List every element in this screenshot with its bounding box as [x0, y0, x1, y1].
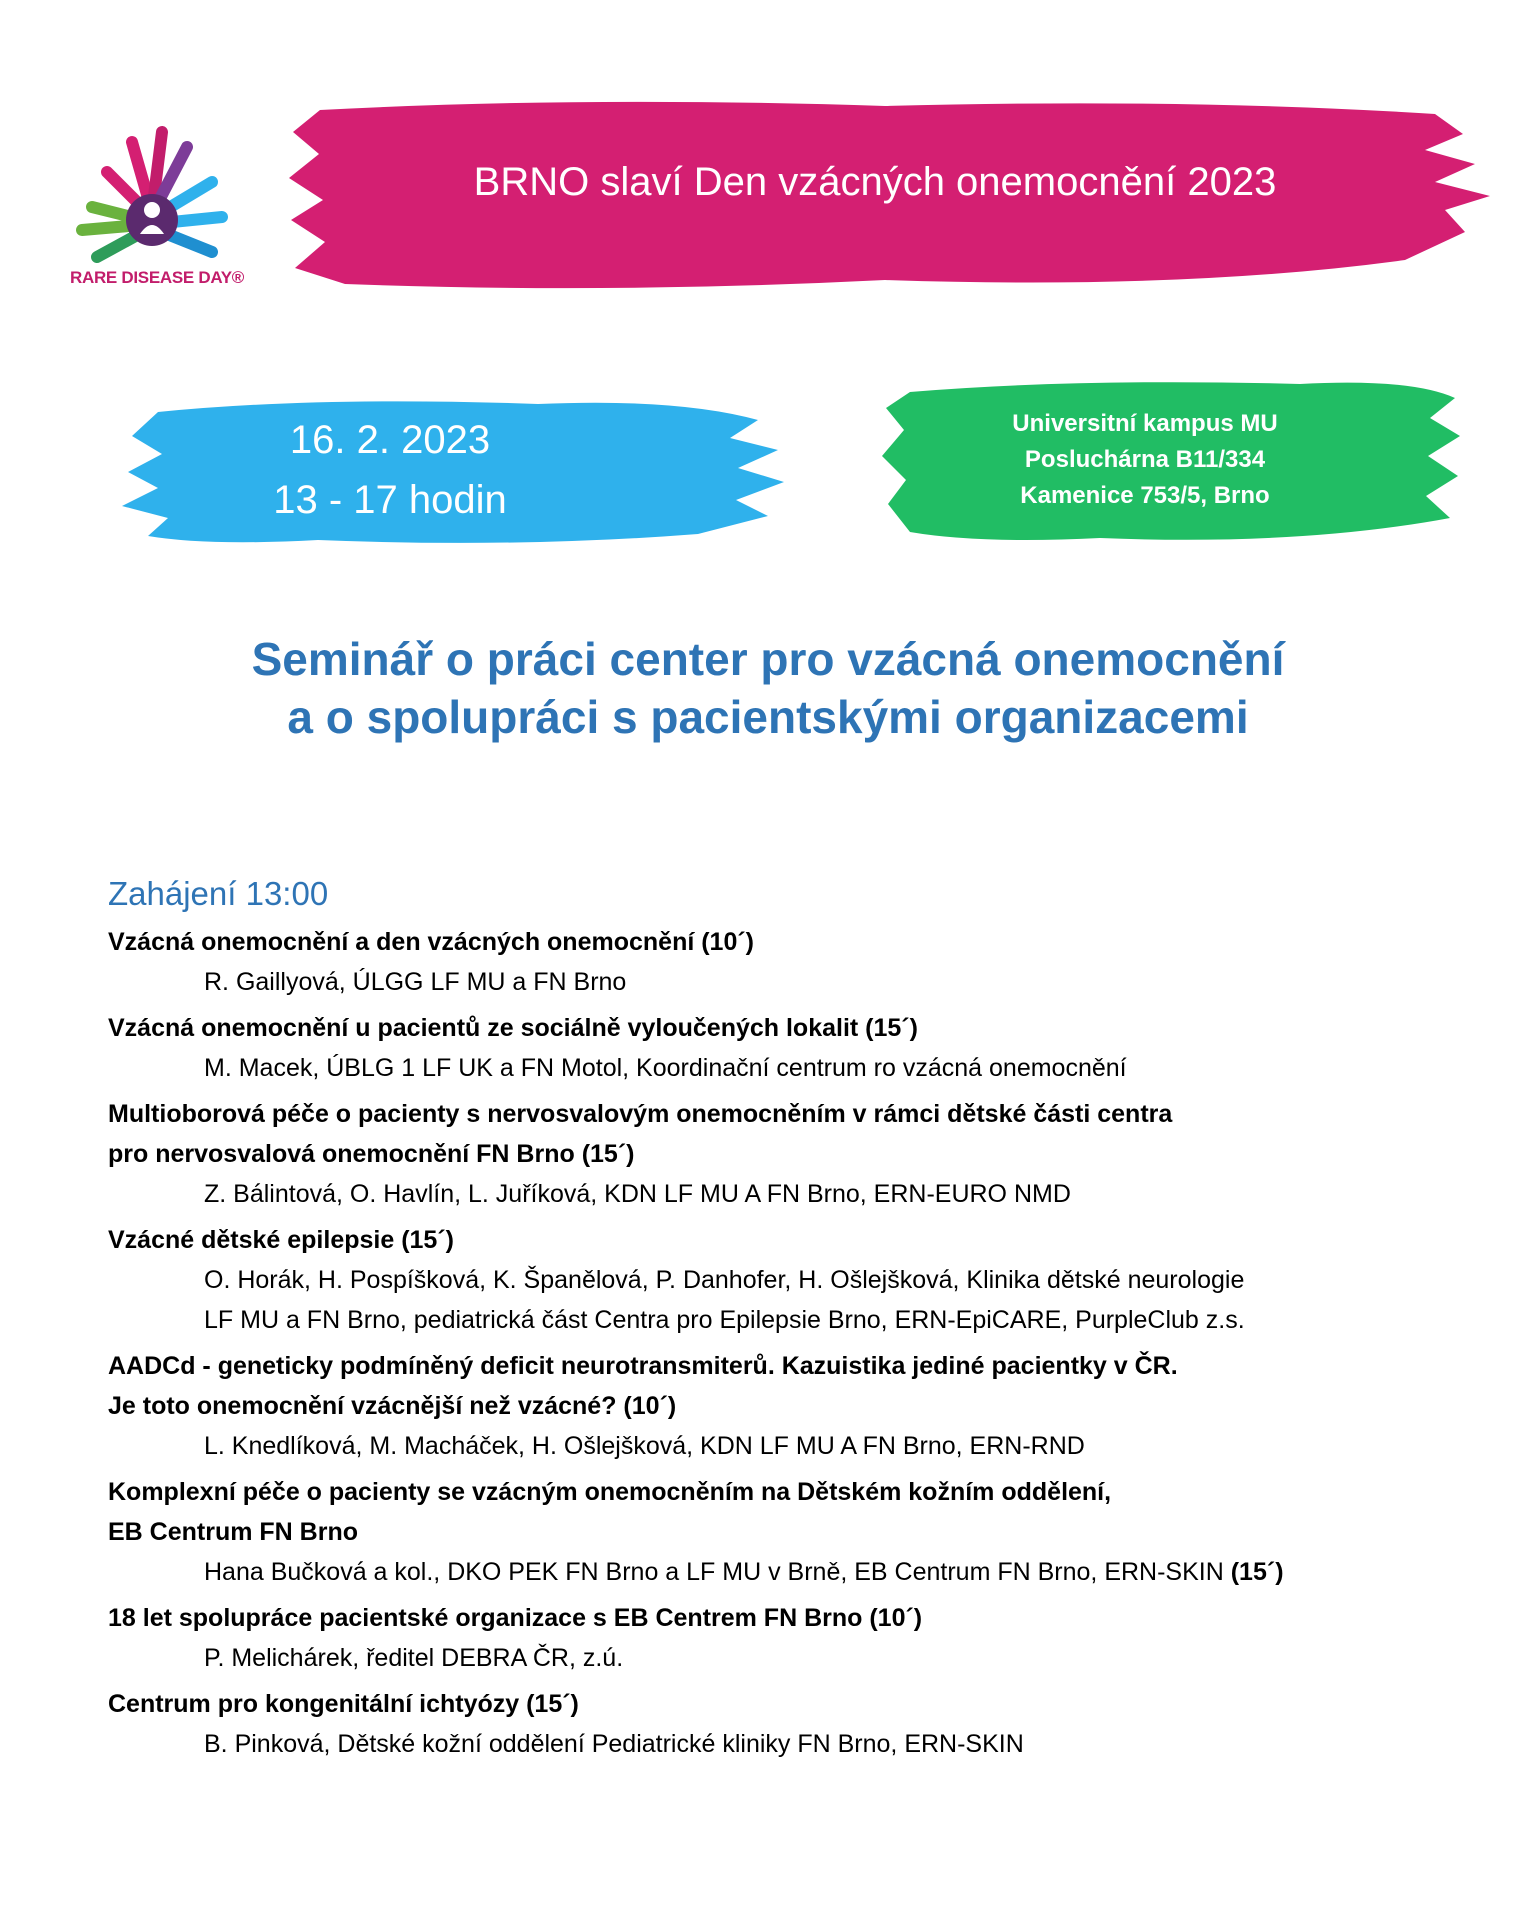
date-time-box [130, 410, 650, 530]
program [108, 866, 1488, 1770]
talk-item [108, 922, 1488, 1002]
talk-title: Vzácná onemocnění a den vzácných onemocnění (10´) [108, 928, 755, 956]
talk-item [108, 1598, 1488, 1678]
seminar-title [0, 630, 1536, 746]
talk-speaker: R. Gaillyová, ÚLGG LF MU a FN Brno [204, 968, 627, 996]
talk-title: EB Centrum FN Brno [108, 1518, 358, 1546]
talk-item [108, 1472, 1488, 1592]
talk-speaker: O. Horák, H. Pospíšková, K. Španělová, P. Danhofer, H. Ošlejšková, Klinika dětské neurologie [204, 1266, 1245, 1294]
talk-duration: (15´) [1230, 1558, 1284, 1586]
talk-speaker: L. Knedlíková, M. Macháček, H. Ošlejšková, KDN LF MU A FN Brno, ERN-RND [204, 1432, 1085, 1460]
talk-speaker: P. Melichárek, ředitel DEBRA ČR, z.ú. [204, 1644, 624, 1672]
logo-caption: RARE DISEASE DAY® [70, 268, 245, 287]
talk-item [108, 1008, 1488, 1088]
talk-item [108, 1346, 1488, 1466]
event-title: BRNO slaví Den vzácných onemocnění 2023 [473, 160, 1277, 204]
event-time: 13 - 17 hodin [273, 478, 507, 522]
opening-time: Zahájení 13:00 [108, 875, 329, 912]
talk-speaker [108, 1552, 1488, 1592]
rare-disease-day-logo [52, 112, 252, 292]
talk-title: Vzácné dětské epilepsie (15´) [108, 1226, 454, 1254]
talk-title: AADCd - geneticky podmíněný deficit neurotransmiterů. Kazuistika jediné pacientky v ČR. [108, 1352, 1178, 1380]
seminar-title-line: Seminář o práci center pro vzácná onemocnění [251, 633, 1285, 685]
talk-speaker: B. Pinková, Dětské kožní oddělení Pediatrické kliniky FN Brno, ERN-SKIN [204, 1730, 1024, 1758]
talk-title: Centrum pro kongenitální ichtyózy (15´) [108, 1690, 579, 1718]
talk-title: 18 let spolupráce pacientské organizace s EB Centrem FN Brno (10´) [108, 1604, 923, 1632]
talk-item [108, 1094, 1488, 1214]
venue-box [885, 406, 1405, 514]
talk-title: Multioborová péče o pacienty s nervosvalovým onemocněním v rámci dětské části centra [108, 1100, 1173, 1128]
venue-line: Posluchárna B11/334 [1024, 446, 1266, 473]
talk-speaker: Z. Bálintová, O. Havlín, L. Juříková, KDN LF MU A FN Brno, ERN-EURO NMD [204, 1180, 1071, 1208]
talk-item [108, 1220, 1488, 1340]
talk-speaker-text: Hana Bučková a kol., DKO PEK FN Brno a LF MU v Brně, EB Centrum FN Brno, ERN-SKIN [204, 1558, 1224, 1586]
talk-title: Komplexní péče o pacienty se vzácným onemocněním na Dětském kožním oddělení, [108, 1478, 1112, 1506]
talk-title: pro nervosvalová onemocnění FN Brno (15´) [108, 1140, 635, 1168]
seminar-title-line: a o spolupráci s pacientskými organizacemi [287, 691, 1249, 743]
venue-line: Universitní kampus MU [1012, 410, 1278, 437]
talk-title: Vzácná onemocnění u pacientů ze sociálně vyloučených lokalit (15´) [108, 1014, 918, 1042]
talk-item [108, 1684, 1488, 1764]
event-date: 16. 2. 2023 [289, 418, 491, 462]
talk-speaker: LF MU a FN Brno, pediatrická část Centra pro Epilepsie Brno, ERN-EpiCARE, PurpleClub z.s. [204, 1306, 1245, 1334]
talk-title: Je toto onemocnění vzácnější než vzácné? (10´) [108, 1392, 677, 1420]
talk-speaker: M. Macek, ÚBLG 1 LF UK a FN Motol, Koordinační centrum ro vzácná onemocnění [204, 1054, 1127, 1082]
venue-line: Kamenice 753/5, Brno [1020, 482, 1270, 509]
